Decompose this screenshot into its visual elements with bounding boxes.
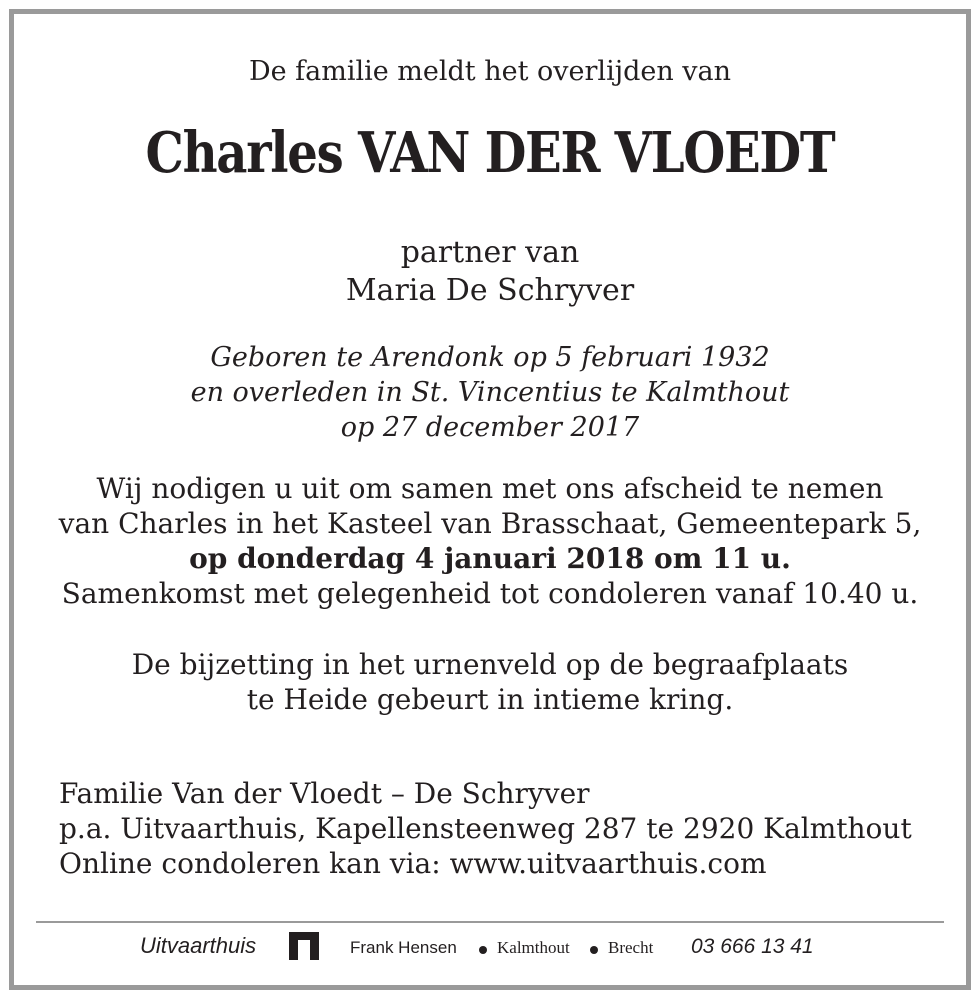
invitation-date: op donderdag 4 januari 2018 om 11 u. — [189, 542, 791, 575]
partner-label: partner van — [400, 235, 580, 270]
partner-name: Maria De Schryver — [345, 273, 635, 308]
birth-death-block — [0, 340, 980, 445]
family-line-2: p.a. Uitvaarthuis, Kapellensteenweg 287 te 2920 Kalmthout — [59, 812, 912, 845]
invitation-line-2: van Charles in het Kasteel van Brasschaat, Gemeentepark 5, — [58, 507, 922, 540]
family-line-3: Online condoleren kan via: www.uitvaarthuis.com — [59, 847, 767, 880]
location-brecht: Brecht — [608, 938, 654, 957]
phone-number: 03 666 13 41 — [691, 935, 814, 958]
brand-name: Uitvaarthuis — [140, 933, 257, 958]
footer — [140, 930, 840, 964]
birth-line-3: op 27 december 2017 — [340, 412, 640, 443]
intro-text: De familie meldt het overlijden van — [248, 56, 732, 87]
deceased-name: Charles VAN DER VLOEDT — [145, 120, 835, 186]
footer-divider — [36, 921, 944, 923]
burial-line-2: te Heide gebeurt in intieme kring. — [246, 683, 734, 716]
bullet-icon — [479, 946, 487, 954]
burial-line-1: De bijzetting in het urnenveld op de begraafplaats — [131, 648, 849, 681]
family-line-1: Familie Van der Vloedt – De Schryver — [59, 777, 590, 810]
birth-line-2: en overleden in St. Vincentius te Kalmthout — [190, 377, 790, 408]
family-block — [59, 776, 912, 881]
bullet-icon — [590, 946, 598, 954]
invitation-line-1: Wij nodigen u uit om samen met ons afscheid te nemen — [96, 472, 884, 505]
location-kalmthout: Kalmthout — [497, 938, 570, 957]
brand-logo-icon — [289, 932, 319, 960]
burial-block — [0, 647, 980, 717]
birth-line-1: Geboren te Arendonk op 5 februari 1932 — [210, 342, 770, 373]
partner-block — [0, 234, 980, 310]
invitation-line-4: Samenkomst met gelegenheid tot condoleren vanaf 10.40 u. — [61, 577, 919, 610]
funeral-director: Frank Hensen — [350, 938, 457, 957]
invitation-block — [0, 471, 980, 611]
